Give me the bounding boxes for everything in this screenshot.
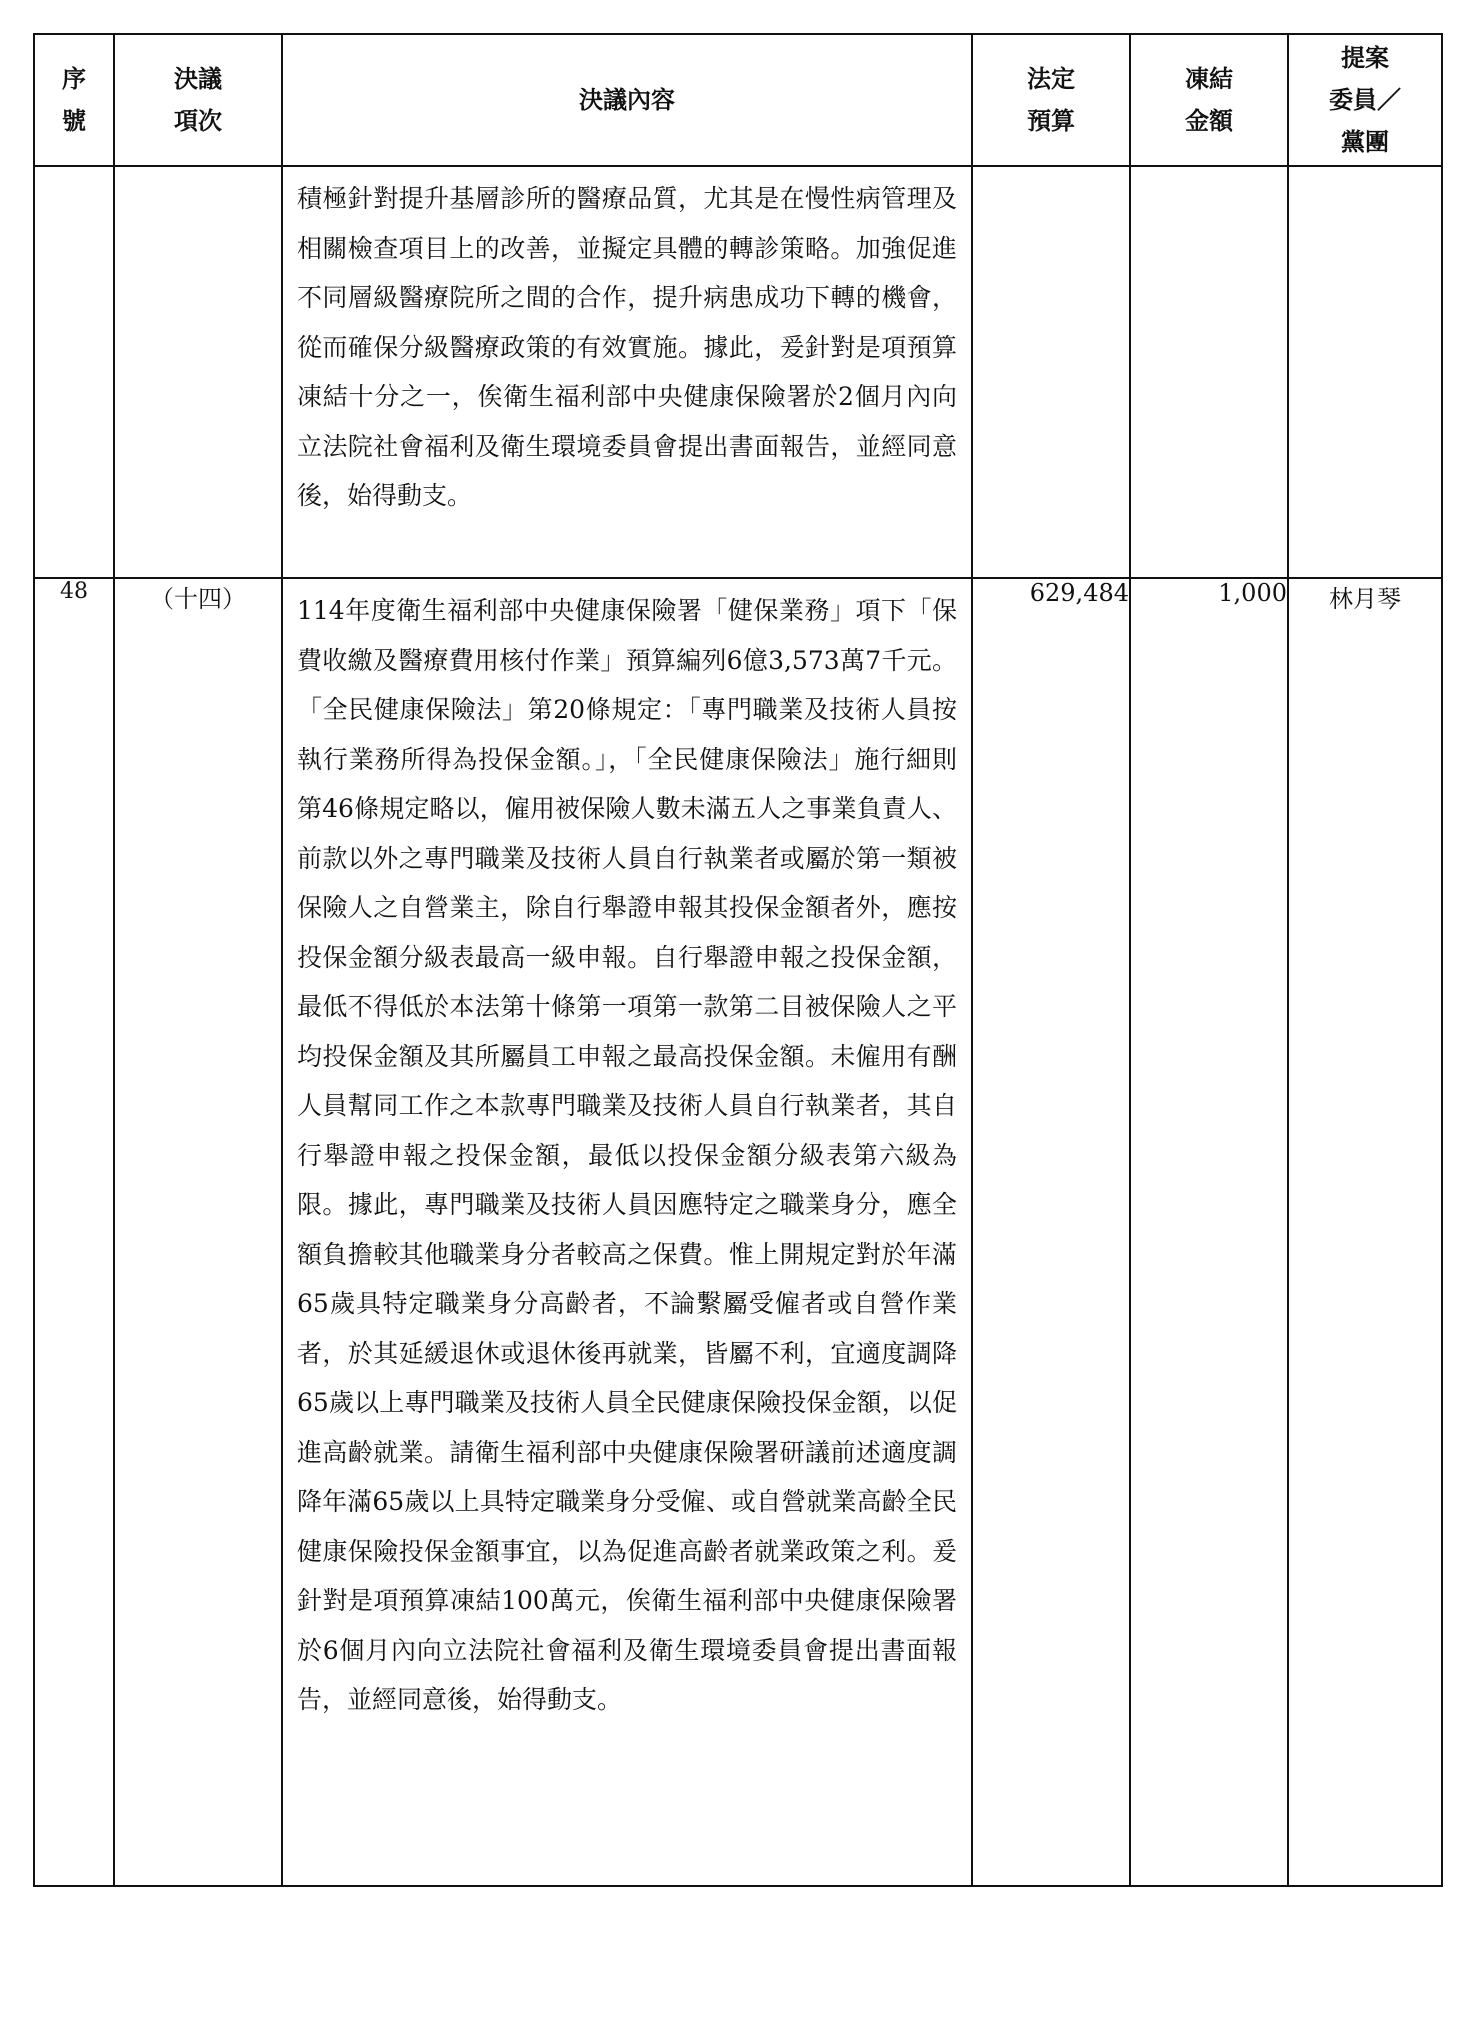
header-seq: 序 號 bbox=[34, 34, 114, 166]
resolution-text: 積極針對提升基層診所的醫療品質，尤其是在慢性病管理及相關檢查項目上的改善，並擬定具體的轉診策略。加強促進不同層級醫療院所之間的合作，提升病患成功下轉的機會，從而確保分級醫療政策的有效實施。據此，爰針對是項預算凍結十分之一，俟衛生福利部中央健康保險署於2個月內向立法院社會福利及衛生環境委員會提出書面報告，並經同意後，始得動支。 bbox=[297, 184, 957, 510]
cell-frozen bbox=[1130, 166, 1288, 578]
cell-item bbox=[114, 166, 282, 578]
header-item: 決議 項次 bbox=[114, 34, 282, 166]
cell-budget: 629,484 bbox=[972, 578, 1130, 1886]
cell-seq: 48 bbox=[34, 578, 114, 1886]
resolution-table bbox=[33, 33, 1443, 1887]
cell-proposer: 林月琴 bbox=[1288, 578, 1442, 1886]
cell-content bbox=[282, 578, 972, 1886]
cell-frozen: 1,000 bbox=[1130, 578, 1288, 1886]
table-row bbox=[34, 166, 1442, 578]
header-budget: 法定 預算 bbox=[972, 34, 1130, 166]
cell-seq bbox=[34, 166, 114, 578]
header-proposer: 提案 委員／ 黨團 bbox=[1288, 34, 1442, 166]
cell-item: （十四） bbox=[114, 578, 282, 1886]
resolution-text: 114年度衛生福利部中央健康保險署「健保業務」項下「保費收繳及醫療費用核付作業」預算編列6億3,573萬7千元。「全民健康保險法」第20條規定：「專門職業及技術人員按執行業務所得為投保金額。」，「全民健康保險法」施行細則第46條規定略以，僱用被保險人數未滿五人之事業負責人、前款以外之專門職業及技術人員自行執業者或屬於第一類被保險人之自營業主，除自行舉證申報其投保金額者外，應按投保金額分級表最高一級申報。自行舉證申報之投保金額，最低不得低於本法第十條第一項第一款第二目被保險人之平均投保金額及其所屬員工申報之最高投保金額。未僱用有酬人員幫同工作之本款專門職業及技術人員自行執業者，其自行舉證申報之投保金額，最低以投保金額分級表第六級為限。據此，專門職業及技術人員因應特定之職業身分，應全額負擔較其他職業身分者較高之保費。惟上開規定對於年滿65歲具特定職業身分高齡者，不論繫屬受僱者或自營作業者，於其延緩退休或退休後再就業，皆屬不利，宜適度調降65歲以上專門職業及技術人員全民健康保險投保金額，以促進高齡就業。請衛生福利部中央健康保險署研議前述適度調降年滿65歲以上具特定職業身分受僱、或自營就業高齡全民健康保險投保金額事宜，以為促進高齡者就業政策之利。爰針對是項預算凍結100萬元，俟衛生福利部中央健康保險署於6個月內向立法院社會福利及衛生環境委員會提出書面報告，並經同意後，始得動支。 bbox=[297, 596, 957, 1714]
header-row bbox=[34, 34, 1442, 166]
cell-budget bbox=[972, 166, 1130, 578]
header-content: 決議內容 bbox=[282, 34, 972, 166]
cell-proposer bbox=[1288, 166, 1442, 578]
header-frozen: 凍結 金額 bbox=[1130, 34, 1288, 166]
table-row bbox=[34, 578, 1442, 1886]
cell-content bbox=[282, 166, 972, 578]
